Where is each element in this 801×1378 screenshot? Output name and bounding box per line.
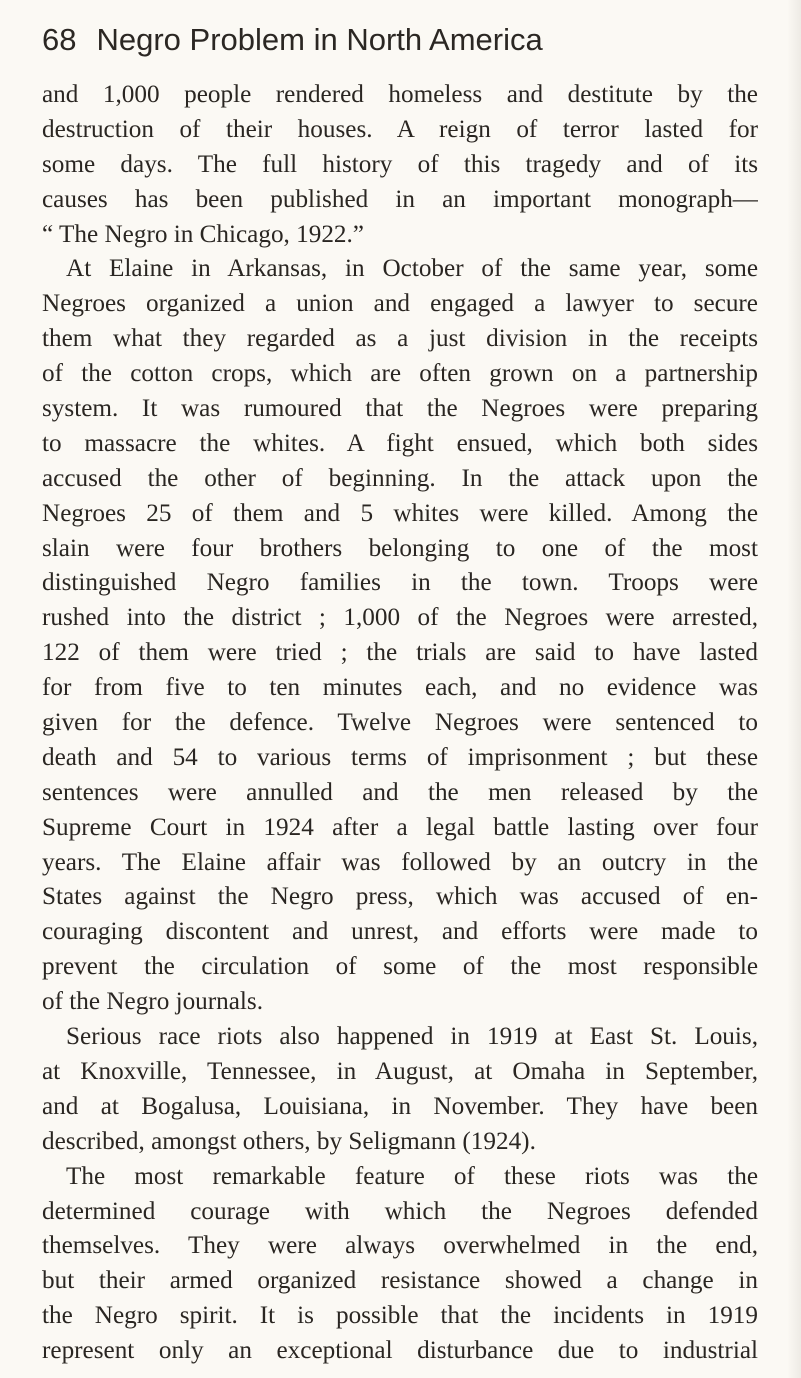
text-line: system. It was rumoured that the Negroes were preparing [42, 395, 758, 423]
text-line: At Elaine in Arkansas, in October of the same year, some [66, 255, 758, 283]
text-line: distinguished Negro families in the town. Troops were [42, 569, 758, 597]
text-line: 122 of them were tried ; the trials are said to have lasted [42, 639, 758, 667]
text-line: “ The Negro in Chicago, 1922.” [42, 220, 364, 248]
text-line: represent only an exceptional disturbance due to industrial [42, 1337, 758, 1365]
text-line: States against the Negro press, which was accused of en- [42, 883, 758, 911]
text-line: given for the defence. Twelve Negroes were sentenced to [42, 709, 758, 737]
text-line: them what they regarded as a just division in the receipts [42, 325, 758, 353]
text-line: to massacre the whites. A fight ensued, which both sides [42, 429, 758, 457]
text-line: couraging discontent and unrest, and efforts were made to [42, 918, 758, 946]
text-line: of the cotton crops, which are often grown on a partnership [42, 360, 758, 388]
text-line: slain were four brothers belonging to one of the most [42, 534, 758, 562]
page-number: 68 [42, 22, 77, 57]
text-line: destruction of their houses. A reign of terror lasted for [42, 115, 758, 143]
text-line: Negroes 25 of them and 5 whites were killed. Among the [42, 499, 758, 527]
page-edge-shadow [787, 0, 801, 1378]
text-line: some days. The full history of this tragedy and of its [42, 150, 758, 178]
text-line: of the Negro journals. [42, 988, 264, 1016]
text-line: prevent the circulation of some of the most responsible [42, 953, 758, 981]
text-line: Supreme Court in 1924 after a legal battle lasting over four [42, 813, 758, 841]
text-line: The most remarkable feature of these riots was the [66, 1162, 758, 1190]
text-line: Serious race riots also happened in 1919 at East St. Louis, [66, 1023, 758, 1051]
body-text [42, 78, 758, 1369]
text-line: described, amongst others, by Seligmann (1924). [42, 1127, 536, 1155]
text-line: accused the other of beginning. In the attack upon the [42, 464, 758, 492]
text-line: but their armed organized resistance showed a change in [42, 1267, 758, 1295]
text-line: for from five to ten minutes each, and no evidence was [42, 674, 758, 702]
text-line: determined courage with which the Negroes defended [42, 1197, 758, 1225]
text-line: death and 54 to various terms of imprisonment ; but these [42, 743, 758, 771]
text-line: causes has been published in an important monograph— [42, 185, 758, 213]
text-line: themselves. They were always overwhelmed in the end, [42, 1232, 758, 1260]
text-line: Negroes organized a union and engaged a lawyer to secure [42, 290, 758, 318]
running-title: Negro Problem in North America [96, 22, 543, 57]
running-head [42, 22, 758, 70]
text-line: and 1,000 people rendered homeless and destitute by the [42, 81, 758, 108]
text-line: sentences were annulled and the men released by the [42, 778, 758, 806]
text-line: rushed into the district ; 1,000 of the Negroes were arrested, [42, 604, 758, 632]
text-line: at Knoxville, Tennessee, in August, at Omaha in September, [42, 1057, 758, 1085]
text-line: years. The Elaine affair was followed by an outcry in the [42, 848, 758, 876]
text-line: and at Bogalusa, Louisiana, in November. They have been [42, 1092, 758, 1120]
book-page [42, 22, 758, 1369]
text-line: the Negro spirit. It is possible that the incidents in 1919 [42, 1302, 758, 1330]
